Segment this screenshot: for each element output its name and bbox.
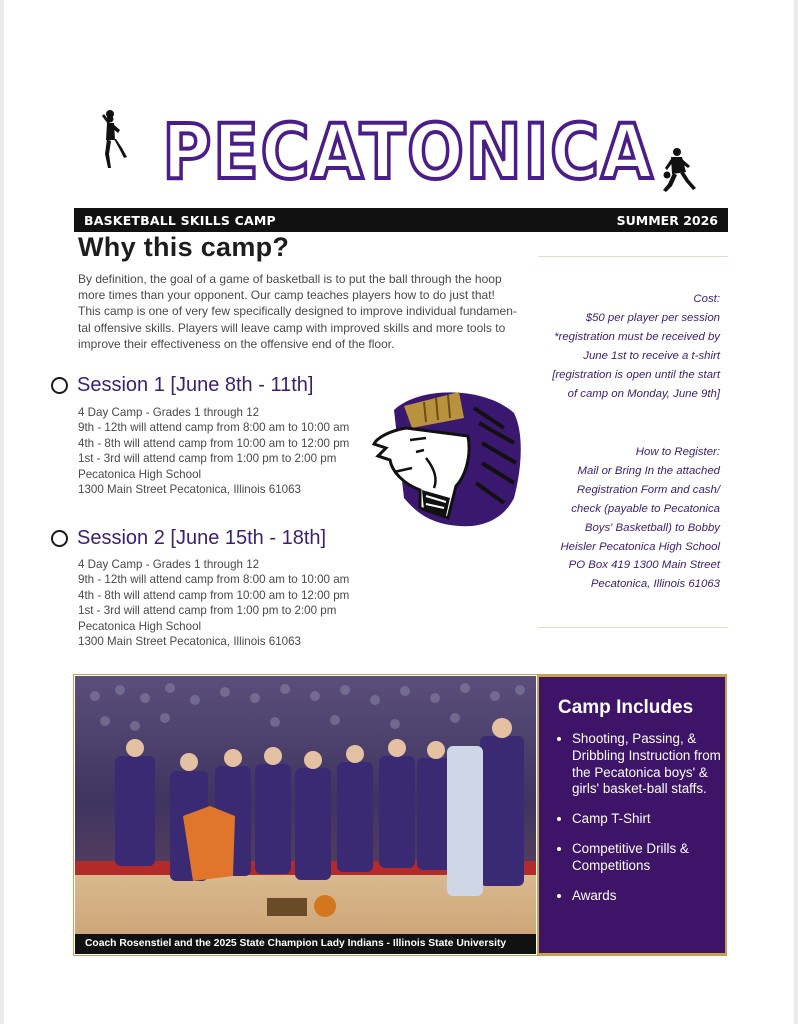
camp-includes-list	[555, 731, 722, 917]
list-item: • Camp T-Shirt	[572, 811, 722, 828]
register-line: PO Box 419 1300 Main Street	[568, 559, 720, 572]
list-item: • Awards	[572, 888, 722, 905]
basketball-shooter-icon	[98, 110, 132, 172]
register-line: check (payable to Pecatonica	[571, 502, 720, 515]
camp-name: BASKETBALL SKILLS CAMP	[84, 213, 276, 228]
session-1-line: 4 Day Camp - Grades 1 through 12	[78, 406, 260, 419]
intro-line: tal offensive skills. Players will leave camp with improved skills and more tools to	[78, 320, 506, 335]
cost-line: *registration must be received by	[554, 330, 720, 343]
session-2-line: 4th - 8th will attend camp from 10:00 am to 12:00 pm	[78, 588, 350, 602]
basketball-dribbler-icon	[660, 148, 700, 194]
register-line: Boys' Basketball) to Bobby	[584, 521, 720, 534]
session-1-line: Pecatonica High School	[78, 467, 202, 481]
cost-line: [registration is open until the start	[552, 368, 720, 381]
session-1-title: Session 1 [June 8th - 11th]	[77, 374, 314, 396]
circle-bullet-icon	[51, 530, 68, 547]
register-line: Pecatonica, Illinois 61063	[590, 578, 720, 591]
cost-line: of camp on Monday, June 9th]	[567, 387, 720, 400]
team-photo	[75, 676, 536, 954]
intro-line: more times than your opponent. Our camp teaches players how to do just that!	[78, 288, 495, 303]
session-2-title: Session 2 [June 15th - 18th]	[77, 527, 327, 549]
intro-line: This camp is one of very few specifically designed to improve individual fundamen-	[78, 304, 517, 319]
register-line: Mail or Bring In the attached	[577, 464, 720, 477]
session-2-line: 1300 Main Street Pecatonica, Illinois 61063	[78, 635, 301, 649]
intro-line: By definition, the goal of a game of basketball is to put the ball through the hoop	[78, 272, 502, 286]
page-edge-right	[794, 0, 798, 1024]
school-title: PECATONICA	[162, 107, 655, 196]
cost-line: June 1st to receive a t-shirt	[583, 349, 720, 362]
session-2-header	[51, 527, 326, 550]
session-2-line: Pecatonica High School	[78, 619, 202, 633]
session-1-header	[51, 374, 313, 397]
session-2-line: 1st - 3rd will attend camp from 1:00 pm to 2:00 pm	[78, 604, 337, 618]
photo-caption: Coach Rosenstiel and the 2025 State Champion Lady Indians - Illinois State University	[75, 934, 536, 954]
register-info	[524, 443, 720, 594]
divider-top	[538, 256, 728, 257]
session-2-line: 9th - 12th will attend camp from 8:00 am to 10:00 am	[78, 573, 350, 587]
session-2-line: 4 Day Camp - Grades 1 through 12	[78, 558, 260, 571]
register-line: Heisler Pecatonica High School	[560, 540, 720, 553]
intro-line: improve their effectiveness on the offensive end of the floor.	[78, 336, 395, 351]
page-edge-left	[0, 0, 4, 1024]
session-1-line: 1300 Main Street Pecatonica, Illinois 61063	[78, 483, 301, 497]
register-line: How to Register:	[635, 446, 720, 458]
cost-info	[524, 290, 720, 403]
divider-bottom	[538, 627, 728, 628]
session-1-line: 1st - 3rd will attend camp from 1:00 pm to 2:00 pm	[78, 452, 337, 466]
session-1-details	[78, 405, 388, 497]
header-bar	[74, 208, 728, 232]
list-item: • Competitive Drills & Competitions	[572, 841, 722, 875]
register-line: Registration Form and cash/	[576, 483, 720, 496]
intro-paragraph	[78, 271, 528, 352]
indian-mascot-logo	[364, 388, 526, 530]
cost-line: $50 per player per session	[585, 311, 720, 324]
camp-includes-heading: Camp Includes	[558, 697, 694, 718]
session-2-details	[78, 557, 388, 649]
session-1-line: 9th - 12th will attend camp from 8:00 am to 10:00 am	[78, 421, 350, 435]
camp-includes-panel	[537, 675, 727, 955]
circle-bullet-icon	[51, 377, 68, 394]
season-label: SUMMER 2026	[616, 213, 718, 228]
intro-heading: Why this camp?	[78, 232, 290, 262]
list-item: • Shooting, Passing, & Dribbling Instruction from the Pecatonica boys' & girls' basket-ball staffs.	[572, 731, 722, 798]
session-1-line: 4th - 8th will attend camp from 10:00 am to 12:00 pm	[78, 436, 350, 450]
cost-line: Cost:	[693, 293, 720, 305]
